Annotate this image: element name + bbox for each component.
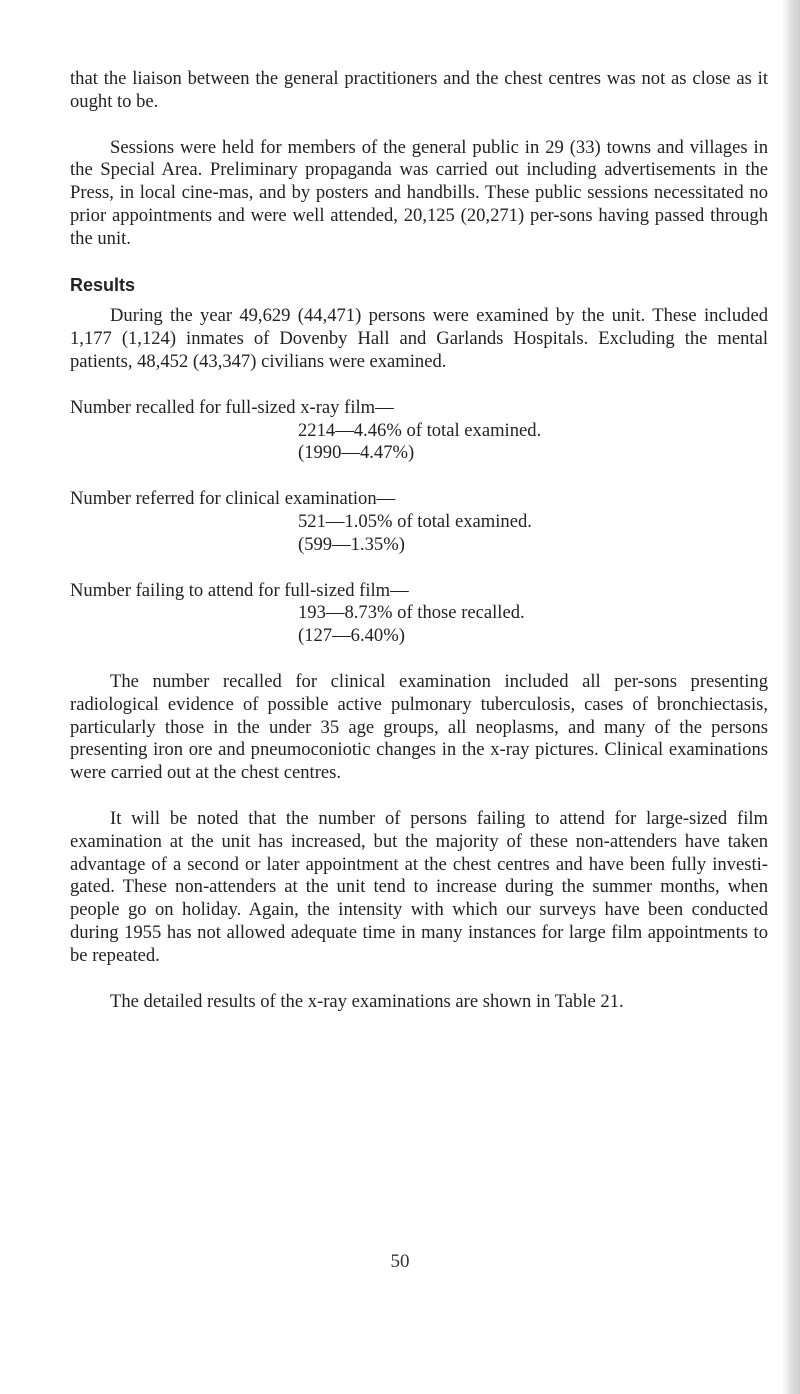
stat-failing-label: Number failing to attend for full-sized film— (70, 579, 409, 601)
stat-recalled-label: Number recalled for full-sized x-ray film— (70, 396, 394, 418)
stat-referred-current: 521—1.05% of total examined. (298, 510, 532, 532)
stat-referred (70, 488, 768, 556)
paragraph-table-reference: The detailed results of the x-ray examinations are shown in Table 21. (110, 990, 624, 1012)
page-edge-shadow (782, 0, 800, 1394)
stat-recalled-current: 2214—4.46% of total examined. (298, 419, 542, 441)
stat-recalled (70, 397, 768, 465)
stat-referred-previous: (599—1.35%) (298, 533, 405, 555)
stat-failing-current: 193—8.73% of those recalled. (298, 602, 525, 624)
paragraph-liaison: that the liaison between the general practitioners and the chest centres was not as close as it ought to be. (70, 68, 768, 112)
paragraph-public-sessions: Sessions were held for members of the general public in 29 (33) towns and villages in the Special Area. Preliminary propaganda was carried out including advertisements in the Press, in local cine-mas, and by posters and handbills. These public sessions necessitated no prior appointments and were well attended, 20,125 (20,271) per-sons having passed through the unit. (70, 136, 768, 249)
stat-failing-previous: (127—6.40%) (298, 625, 405, 647)
section-heading-results: Results (70, 274, 136, 295)
paragraph-non-attenders: It will be noted that the number of persons failing to attend for large-sized film examination at the unit has increased, but the majority of these non-attenders have taken advantage of a second or later appointment at the chest centres and have been fully investi-gated. These non-attenders at the unit tend to increase during the summer months, when people go on holiday. Again, the intensity with which our surveys have been conducted during 1955 has not allowed adequate time in many instances for large film appointments to be repeated. (70, 807, 768, 966)
paragraph-examined-count: During the year 49,629 (44,471) persons were examined by the unit. These included 1,177 (1,124) inmates of Dovenby Hall and Garlands Hospitals. Excluding the mental patients, 48,452 (43,347) civilians were examined. (70, 305, 768, 372)
page-number: 50 (390, 1251, 410, 1272)
stat-referred-label: Number referred for clinical examination— (70, 488, 396, 510)
paragraph-clinical-recall: The number recalled for clinical examination included all per-sons presenting radiological evidence of possible active pulmonary tuberculosis, cases of bronchiectasis, particularly those in the under 35 age groups, all neoplasms, and many of the persons presenting iron ore and pneumoconiotic changes in the x-ray pictures. Clinical examinations were carried out at the chest centres. (70, 670, 768, 784)
stat-failing (70, 580, 768, 648)
document-page (70, 68, 768, 1036)
stat-recalled-previous: (1990—4.47%) (298, 442, 415, 464)
